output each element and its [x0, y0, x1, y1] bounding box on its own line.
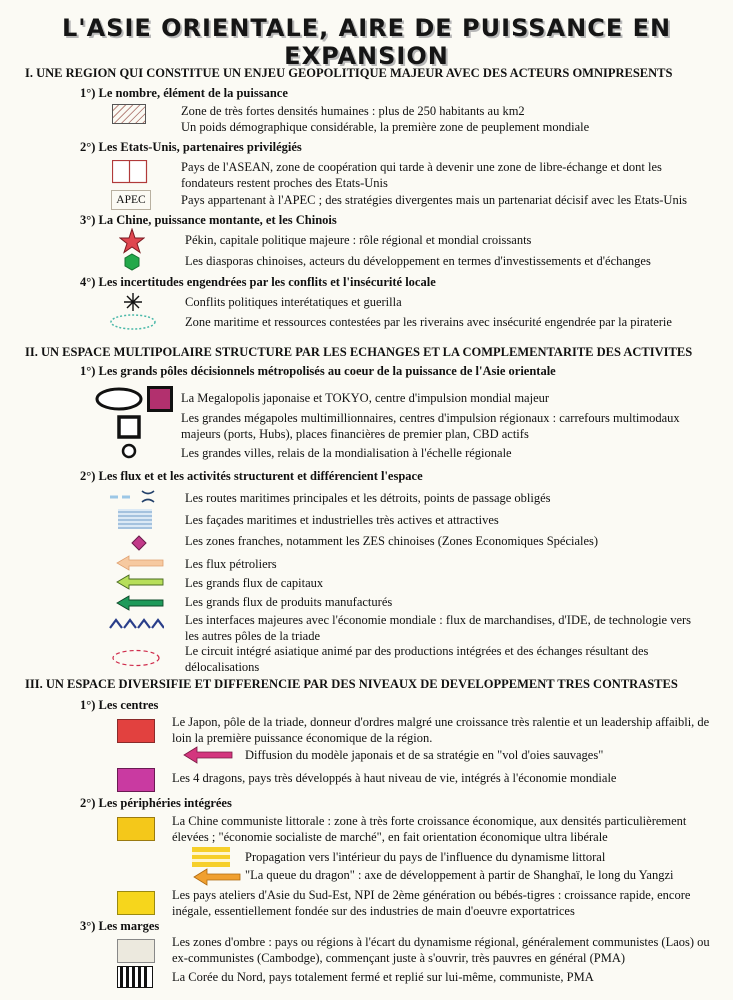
diffusion-arrow-icon	[182, 746, 234, 764]
page-title: L'ASIE ORIENTALE, AIRE DE PUISSANCE EN EXPANSION	[61, 14, 672, 70]
coree-text: La Corée du Nord, pays totalement fermé et replié sur lui-même, communiste, PMA	[172, 970, 594, 984]
capital-flow-arrow-icon	[115, 574, 165, 590]
dragons-text: Les 4 dragons, pays très développés à haut niveau de vie, intégrés à l'économie mondiale	[172, 771, 617, 785]
facades-text: Les façades maritimes et industrielles très actives et attractives	[185, 513, 499, 527]
dragons-swatch	[117, 768, 155, 792]
s3-part2-title: 2°) Les périphéries intégrées	[80, 796, 232, 810]
megalopolis-text: La Megalopolis japonaise et TOKYO, centre d'impulsion mondial majeur	[181, 391, 550, 405]
zones-franches-text: Les zones franches, notamment les ZES chinoises (Zones Economiques Spéciales)	[185, 534, 599, 548]
diffusion-text: Diffusion du modèle japonais et de sa stratégie en "vol d'oies sauvages"	[245, 748, 604, 762]
pekin-text: Pékin, capitale politique majeure : rôle régional et mondial croissants	[185, 233, 532, 247]
ombre-text: Les zones d'ombre : pays ou régions à l'écart du dynamisme régional, généralement communistes (Laos) ou ex-communistes (Cambodge), commençant juste à s'ouvrir, très pauvres en général (PMA)	[172, 935, 710, 965]
ateliers-swatch	[117, 891, 155, 915]
goods-flow-arrow-icon	[115, 595, 165, 611]
interface-triangles-icon	[108, 616, 164, 632]
china-coastal-swatch	[117, 817, 155, 841]
megalopolis-ellipse-icon	[95, 387, 143, 411]
ombre-swatch	[117, 939, 155, 963]
circuit-ellipse-icon	[110, 648, 162, 668]
interfaces-text: Les interfaces majeures avec l'économie mondiale : flux de marchandises, d'IDE, de technologie vers les autres pôles de la triade	[185, 613, 692, 643]
section-1-heading: I. UNE REGION QUI CONSTITUE UN ENJEU GEOPOLITIQUE MAJEUR AVEC DES ACTEURS OMNIPRESENTS	[25, 66, 673, 80]
japon-text: Le Japon, pôle de la triade, donneur d'ordres malgré une croissance très ralentie et un leadership affaibli, de loin la première puissance économique de la région.	[172, 715, 710, 745]
star-icon	[119, 228, 145, 254]
conflits-text: Conflits politiques interétatiques et guerilla	[185, 295, 402, 309]
north-korea-stripes-swatch	[117, 966, 153, 988]
sea-route-icon	[108, 488, 158, 504]
asean-text: Pays de l'ASEAN, zone de coopération qui tarde à devenir une zone de libre-échange et dont les fondateurs restent proches des Etats-Unis	[181, 160, 662, 190]
city-circle-icon	[121, 443, 137, 459]
propagation-stripes-swatch	[192, 847, 230, 867]
propagation-text: Propagation vers l'intérieur du pays de l'influence du dynamisme littoral	[245, 850, 606, 864]
japan-swatch	[117, 719, 155, 743]
oil-flow-arrow-icon	[115, 555, 165, 571]
s3-part3-title: 3°) Les marges	[80, 919, 160, 933]
density-text: Zone de très fortes densités humaines : plus de 250 habitants au km2	[181, 104, 525, 118]
queue-dragon-text: "La queue du dragon" : axe de développement à partir de Shanghaï, le long du Yangzi	[245, 868, 674, 882]
apec-box: APEC	[111, 190, 151, 210]
s3-part1-title: 1°) Les centres	[80, 698, 159, 712]
diamond-icon	[131, 535, 147, 551]
s1-part3-title: 3°) La Chine, puissance montante, et les Chinois	[80, 213, 337, 227]
s2-part1-title: 1°) Les grands pôles décisionnels métropolisés au coeur de la puissance de l'Asie orientale	[80, 364, 556, 378]
yangzi-arrow-icon	[192, 868, 242, 886]
routes-text: Les routes maritimes principales et les détroits, points de passage obligés	[185, 491, 551, 505]
s1-part4-title: 4°) Les incertitudes engendrées par les conflits et l'insécurité locale	[80, 275, 436, 289]
asean-swatch	[112, 160, 148, 184]
s1-part2-title: 2°) Les Etats-Unis, partenaires privilégiés	[80, 140, 302, 154]
conflict-star-icon	[123, 292, 143, 312]
section-2-heading: II. UN ESPACE MULTIPOLAIRE STRUCTURE PAR LES ECHANGES ET LA COMPLEMENTARITE DES ACTIVITES	[25, 345, 693, 359]
s2-part2-title: 2°) Les flux et et les activités structurent et différencient l'espace	[80, 469, 423, 483]
produits-text: Les grands flux de produits manufacturés	[185, 595, 393, 609]
hexagon-icon	[123, 253, 141, 271]
capitaux-text: Les grands flux de capitaux	[185, 576, 324, 590]
villes-text: Les grandes villes, relais de la mondialisation à l'échelle régionale	[181, 446, 512, 460]
megapole-square-icon	[117, 415, 141, 439]
maritime-text: Zone maritime et ressources contestées par les riverains avec insécurité engendrée par la piraterie	[185, 315, 672, 329]
section-3-heading: III. UN ESPACE DIVERSIFIE ET DIFFERENCIE PAR DES NIVEAUX DE DEVELOPPEMENT TRES CONTRASTES	[25, 677, 678, 691]
chine-text: La Chine communiste littorale : zone à très forte croissance économique, aux densités particulièrement élevées ; "économie socialiste de marché", en fait orientation économique ultra libérale	[172, 814, 687, 844]
ateliers-text: Les pays ateliers d'Asie du Sud-Est, NPI de 2ème génération ou bébés-tigres : croissance rapide, encore inégale, essentiellement fondée sur des industries de main d'oeuvre exportatrices	[172, 888, 691, 918]
petroliers-text: Les flux pétroliers	[185, 557, 277, 571]
dotted-ellipse-icon	[109, 313, 157, 331]
megapoles-text: Les grandes mégapoles multimillionnaires, centres d'impulsion régionaux : carrefours multimodaux majeurs (ports, Hubs), places financières de premier plan, CBD actifs	[181, 411, 680, 441]
circuit-text: Le circuit intégré asiatique animé par des productions intégrées et des échanges résultant des délocalisations	[185, 644, 649, 674]
facade-lines-swatch	[118, 509, 152, 529]
demographic-text: Un poids démographique considérable, la première zone de peuplement mondiale	[181, 120, 590, 134]
hatched-density-swatch	[112, 104, 146, 124]
s1-part1-title: 1°) Le nombre, élément de la puissance	[80, 86, 288, 100]
diasporas-text: Les diasporas chinoises, acteurs du développement en termes d'investissements et d'échanges	[185, 254, 651, 268]
apec-text: Pays appartenant à l'APEC ; des stratégies divergentes mais un partenariat décisif avec les Etats-Unis	[181, 193, 688, 207]
tokyo-square-icon	[147, 386, 173, 412]
